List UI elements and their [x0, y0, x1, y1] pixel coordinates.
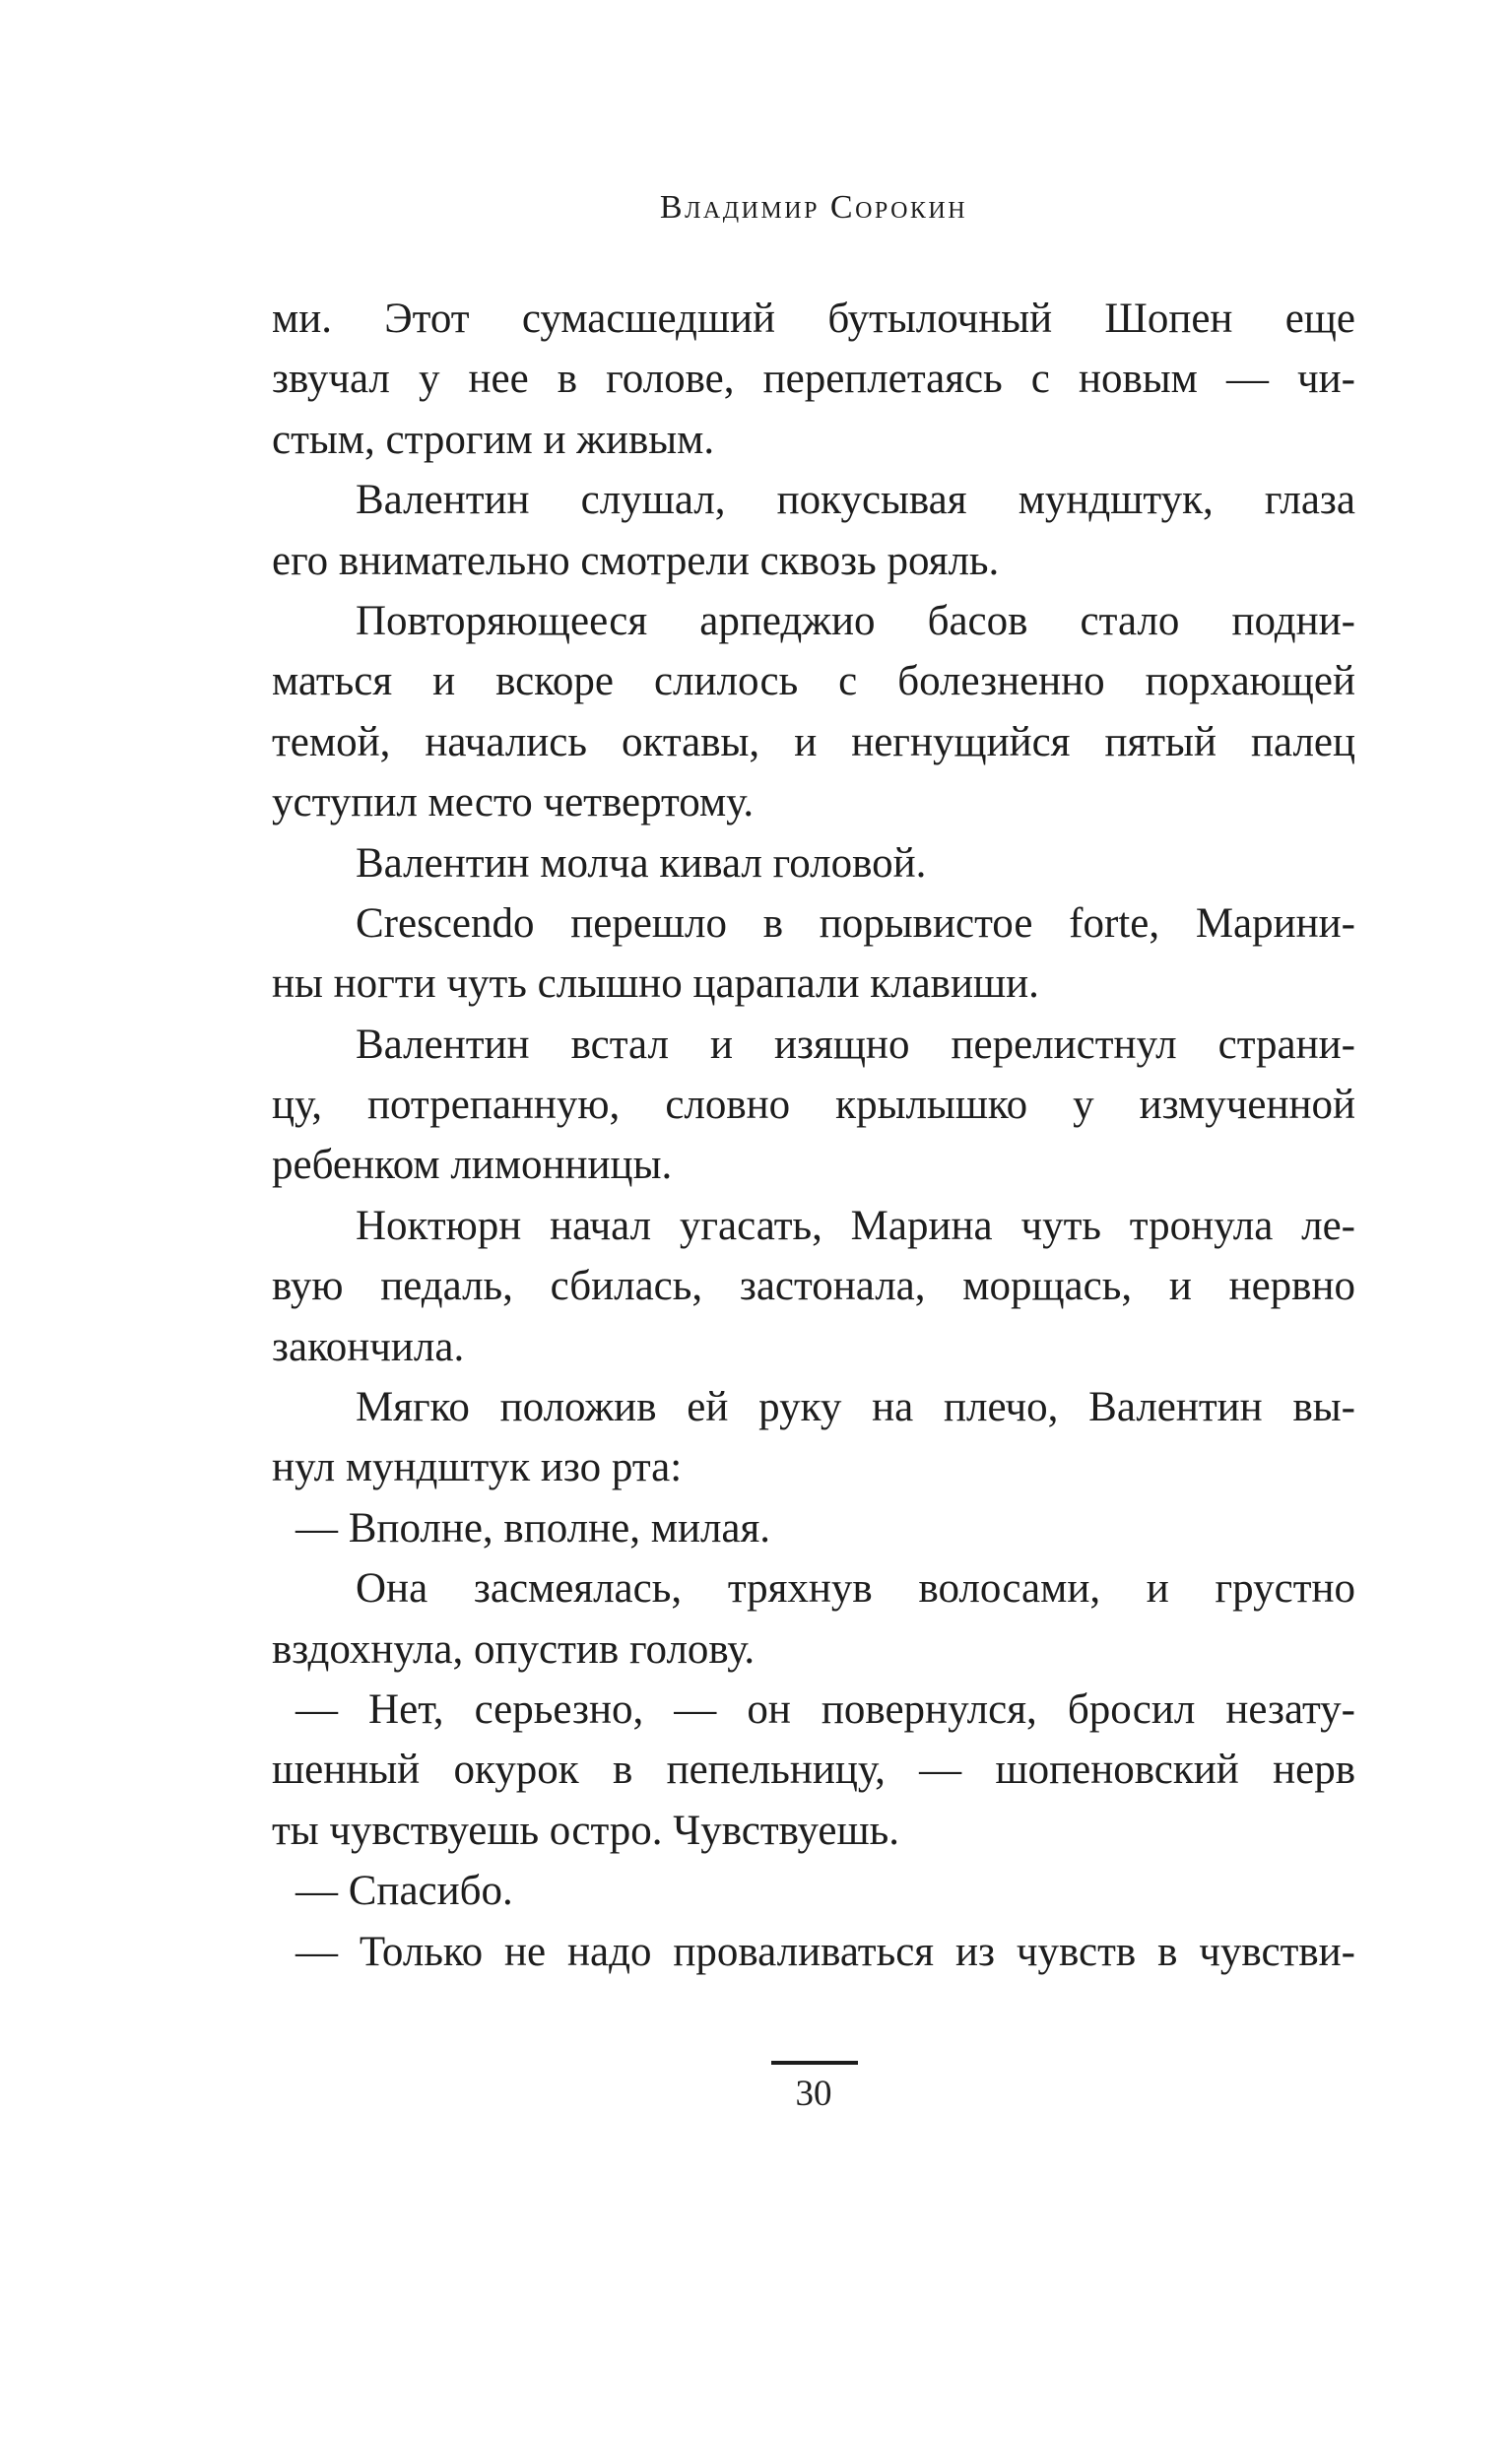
text-line: его внимательно смотрели сквозь рояль. — [272, 537, 1000, 584]
text-line: Валентин слушал, покусывая мундштук, глаза — [356, 477, 1355, 524]
text-line: Мягко положив ей руку на плечо, Валентин вы- — [356, 1384, 1355, 1431]
text-line: уступил место четвертому. — [272, 779, 755, 826]
text-line: ны ногти чуть слышно царапали клавиши. — [272, 960, 1039, 1008]
text-line: ми. Этот сумасшедший бутылочный Шопен еще — [272, 296, 1355, 342]
text-line: шенный окурок в пепельницу, — шопеновский нерв — [272, 1747, 1355, 1794]
text-line: — Спасибо. — [296, 1868, 513, 1915]
text-line: нул мундштук изо рта: — [272, 1444, 683, 1491]
text-line: Валентин встал и изящно перелистнул страни- — [356, 1021, 1355, 1068]
text-line: Валентин молча кивал головой. — [356, 839, 927, 887]
footer-divider-rule — [771, 2061, 858, 2065]
text-line: — Только не надо проваливаться из чувств в чувстви- — [296, 1928, 1355, 1975]
text-line: маться и вскоре слилось с болезненно порхающей — [272, 658, 1355, 705]
text-block — [272, 289, 1355, 1982]
text-line: звучал у нее в голове, переплетаясь с новым — чи- — [272, 356, 1355, 403]
text-line: закончила. — [272, 1323, 465, 1370]
text-line: стым, строгим и живым. — [272, 416, 715, 463]
running-header-author: Владимир Сорокин — [659, 189, 968, 226]
text-line: — Вполне, вполне, милая. — [296, 1504, 771, 1552]
text-line: Crescendo перешло в порывистое forte, Марини- — [356, 899, 1355, 947]
page-number: 30 — [795, 2074, 832, 2114]
text-line: ребенком лимонницы. — [272, 1142, 673, 1189]
text-line: Она засмеялась, тряхнув волосами, и грустно — [356, 1565, 1355, 1613]
text-line: Повторяющееся арпеджио басов стало подни- — [356, 597, 1355, 644]
text-line: Ноктюрн начал угасать, Марина чуть тронула ле- — [356, 1202, 1355, 1249]
text-line: темой, начались октавы, и негнущийся пятый палец — [272, 718, 1355, 765]
text-line: цу, потрепанную, словно крылышко у измученной — [272, 1082, 1355, 1129]
text-line: вздохнула, опустив голову. — [272, 1625, 756, 1673]
text-line: ты чувствуешь остро. Чувствуешь. — [272, 1807, 899, 1854]
text-line: вую педаль, сбилась, застонала, морщась, и нервно — [272, 1263, 1355, 1310]
text-line: — Нет, серьезно, — он повернулся, бросил незату- — [296, 1685, 1355, 1733]
